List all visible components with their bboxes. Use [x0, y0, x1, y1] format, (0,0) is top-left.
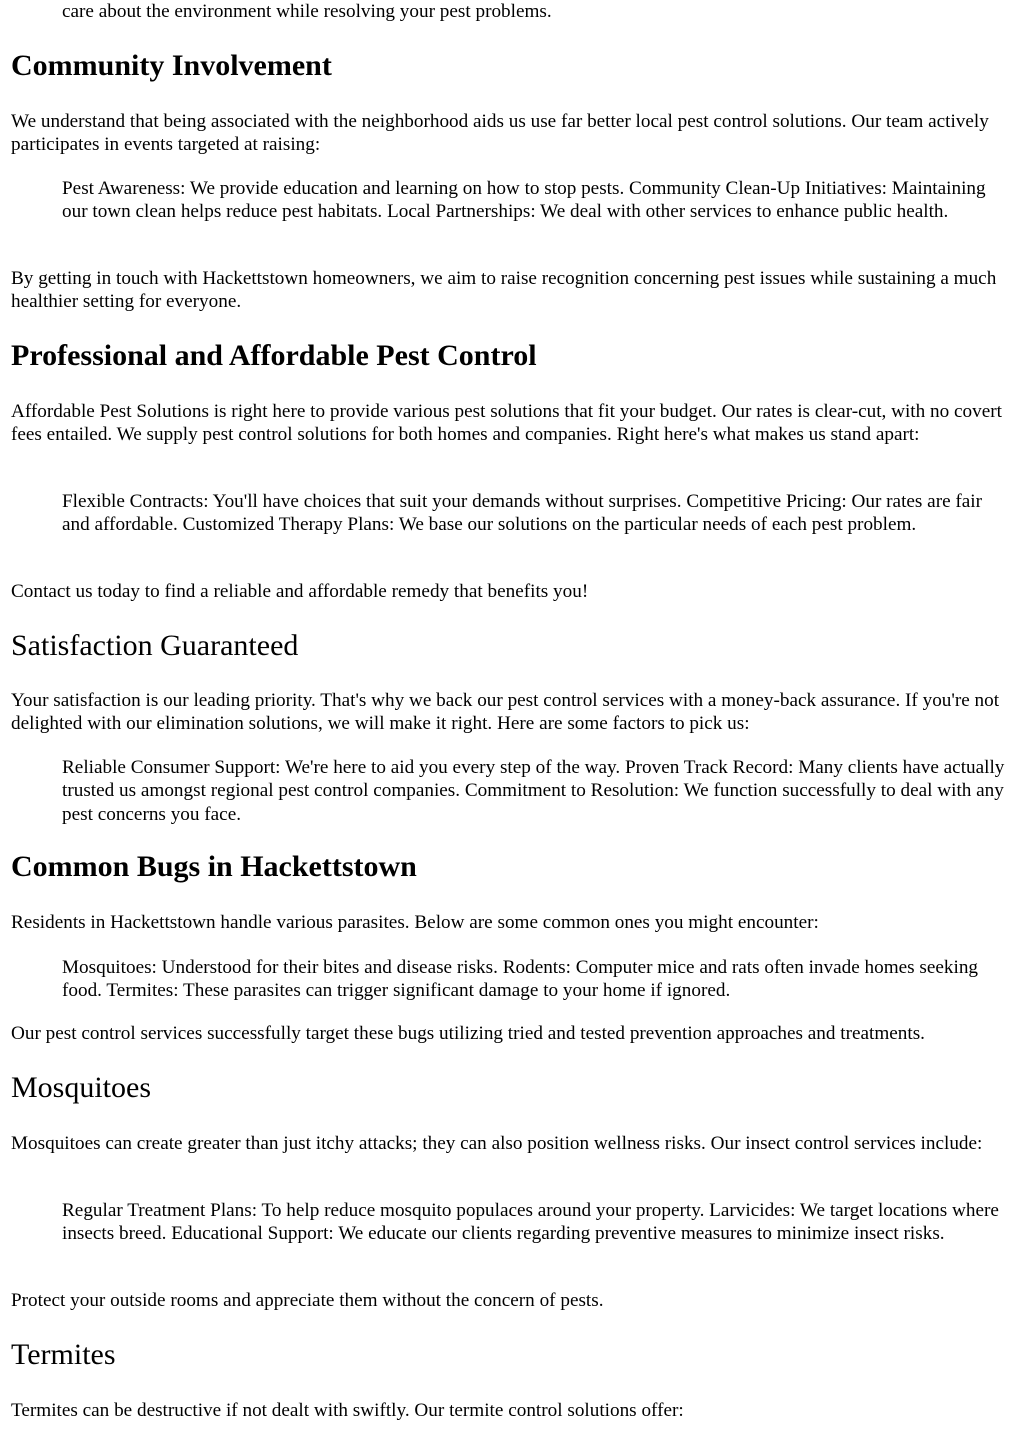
paragraph-common-bugs-intro: Residents in Hackettstown handle various parasites. Below are some common ones you might encounter: — [11, 912, 819, 933]
paragraph-professional-outro: Contact us today to find a reliable and affordable remedy that benefits you! — [11, 581, 589, 602]
blockquote-community-list: Pest Awareness: We provide education and learning on how to stop pests. Community Clean-Up Initiatives: Maintaining our town clean helps reduce pest habitats. Local Partnerships: We deal with other services to enhance public health. — [62, 178, 986, 223]
blockquote-mosquitoes-list: Regular Treatment Plans: To help reduce mosquito populaces around your property. Larvicides: We target locations where insects breed. Educational Support: We educate our clients regarding preventive measures to minimize insect risks. — [62, 1200, 999, 1245]
paragraph-mosquitoes-outro: Protect your outside rooms and appreciate them without the concern of pests. — [11, 1290, 604, 1311]
paragraph-termites-intro: Termites can be destructive if not dealt with swiftly. Our termite control solutions offer: — [11, 1400, 684, 1421]
paragraph-professional-intro: Affordable Pest Solutions is right here to provide various pest solutions that fit your budget. Our rates is clear-cut, with no covert fees entailed. We supply pest control solutions for both homes and companies. Right here's what makes us stand apart: — [11, 401, 1002, 446]
blockquote-professional-list: Flexible Contracts: You'll have choices that suit your demands without surprises. Competitive Pricing: Our rates are fair and affordable. Customized Therapy Plans: We base our solutions on the particular needs of each pest problem. — [62, 491, 983, 536]
paragraph-satisfaction-intro: Your satisfaction is our leading priority. That's why we back our pest control services with a money-back assurance. If you're not delighted with our elimination solutions, we will make it right. Here are some factors to pick us: — [11, 690, 1000, 735]
paragraph-mosquitoes-intro: Mosquitoes can create greater than just itchy attacks; they can also position wellness risks. Our insect control services include: — [11, 1133, 983, 1154]
blockquote-common-bugs-list: Mosquitoes: Understood for their bites and disease risks. Rodents: Computer mice and rats often invade homes seeking food. Termites: These parasites can trigger significant damage to your home if ignored. — [62, 957, 979, 1002]
paragraph-common-bugs-outro: Our pest control services successfully target these bugs utilizing tried and tested prevention approaches and treatments. — [11, 1023, 925, 1044]
heading-common-bugs: Common Bugs in Hackettstown — [11, 850, 417, 883]
blockquote-satisfaction-list: Reliable Consumer Support: We're here to aid you every step of the way. Proven Track Record: Many clients have actually trusted us amongst regional pest control companies. Commitment to Resolution: We function successfully to deal with any pest concerns you face. — [62, 757, 1005, 825]
paragraph-community-outro: By getting in touch with Hackettstown homeowners, we aim to raise recognition concerning pest issues while sustaining a much healthier setting for everyone. — [11, 268, 997, 313]
heading-community-involvement: Community Involvement — [11, 49, 332, 82]
heading-professional-affordable: Professional and Affordable Pest Control — [11, 339, 537, 372]
heading-satisfaction-guaranteed: Satisfaction Guaranteed — [11, 629, 299, 662]
heading-termites: Termites — [11, 1338, 116, 1371]
paragraph-community-intro: We understand that being associated with the neighborhood aids us use far better local pest control solutions. Our team actively participates in events targeted at raising: — [11, 111, 989, 156]
heading-mosquitoes: Mosquitoes — [11, 1071, 152, 1104]
intro-tail-text: care about the environment while resolving your pest problems. — [62, 1, 552, 22]
